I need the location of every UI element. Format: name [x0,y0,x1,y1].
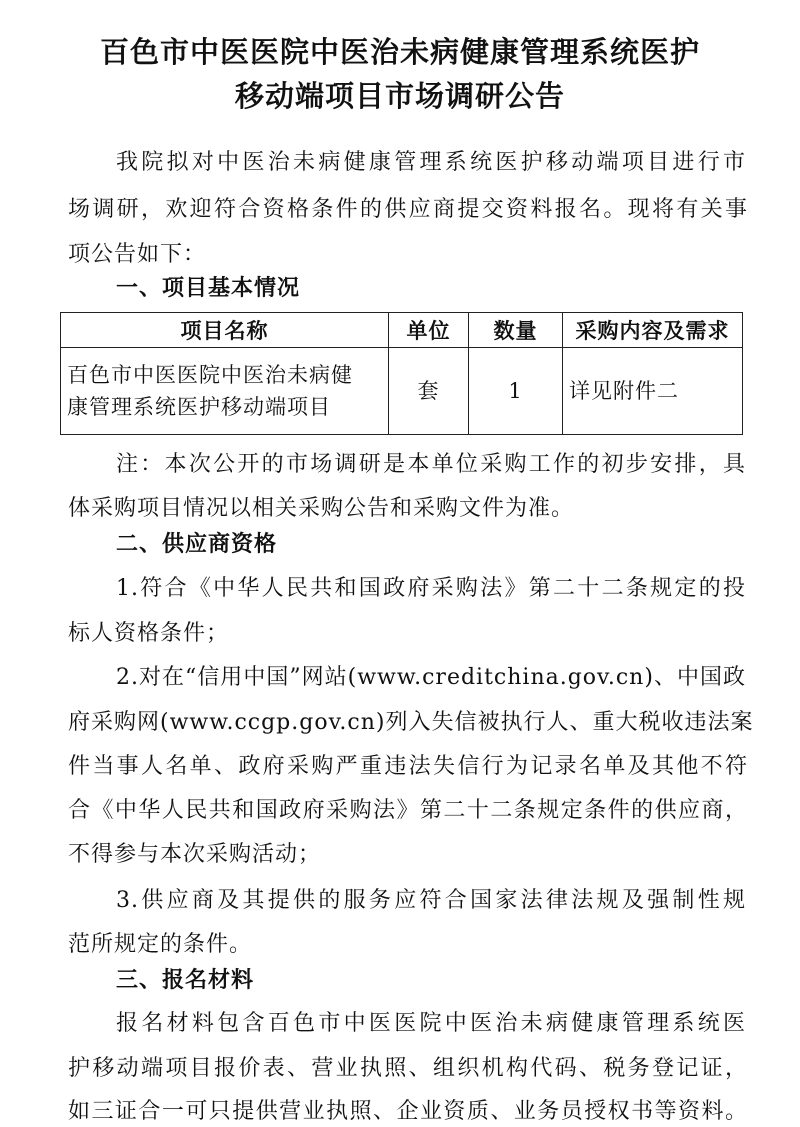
note-line-2: 体采购项目情况以相关采购公告和采购文件为准。 [68,496,575,521]
table-header-row [61,313,743,348]
document-title-line-2: 移动端项目市场调研公告 [234,79,565,113]
materials-line-2: 护移动端项目报价表、营业执照、组织机构代码、税务登记证， [68,1056,748,1081]
cell-unit: 套 [389,348,469,435]
intro-line-3: 项公告如下： [68,242,207,267]
qual-2-line-2: 府采购网(www.ccgp.gov.cn)列入失信被执行人、重大税收违法案 [68,710,754,735]
section-3-heading: 三、报名材料 [116,968,255,993]
cell-quantity: 1 [469,348,563,435]
project-name-line-1: 百色市中医医院中医治未病健 [67,363,353,387]
header-unit: 单位 [389,313,469,348]
intro-line-1: 我院拟对中医治未病健康管理系统医护移动端项目进行市 [116,150,746,175]
materials-line-3: 如三证合一可只提供营业执照、企业资质、业务员授权书等资料。 [68,1099,748,1124]
materials-line-1: 报名材料包含百色市中医医院中医治未病健康管理系统医 [116,1011,746,1036]
cell-project-name [61,348,389,435]
qual-3-line-1: 3.供应商及其提供的服务应符合国家法律法规及强制性规 [116,888,746,913]
table-row [61,348,743,435]
section-2-heading: 二、供应商资格 [116,532,278,557]
document-title-line-1: 百色市中医医院中医治未病健康管理系统医护 [99,35,700,69]
project-name-line-2: 康管理系统医护移动端项目 [67,395,331,419]
qual-3-line-2: 范所规定的条件。 [68,932,253,957]
qual-1-line-2: 标人资格条件； [68,621,230,646]
note-line-1: 注：本次公开的市场调研是本单位采购工作的初步安排，具 [116,452,746,477]
intro-line-2: 场调研，欢迎符合资格条件的供应商提交资料报名。现将有关事 [68,197,748,222]
header-quantity: 数量 [469,313,563,348]
qual-2-line-5: 不得参与本次采购活动； [68,842,322,867]
cell-requirement: 详见附件二 [563,348,743,435]
qual-1-line-1: 1.符合《中华人民共和国政府采购法》第二十二条规定的投 [116,576,746,601]
qual-2-line-1: 2.对在“信用中国”网站(www.creditchina.gov.cn)、中国政 [116,665,746,690]
header-project-name: 项目名称 [61,313,389,348]
section-1-heading: 一、项目基本情况 [116,276,301,301]
header-requirement: 采购内容及需求 [563,313,743,348]
qual-2-line-4: 合《中华人民共和国政府采购法》第二十二条规定条件的供应商， [68,798,748,823]
project-info-table [60,312,743,435]
qual-2-line-3: 件当事人名单、政府采购严重违法失信行为记录名单及其他不符 [68,754,748,779]
